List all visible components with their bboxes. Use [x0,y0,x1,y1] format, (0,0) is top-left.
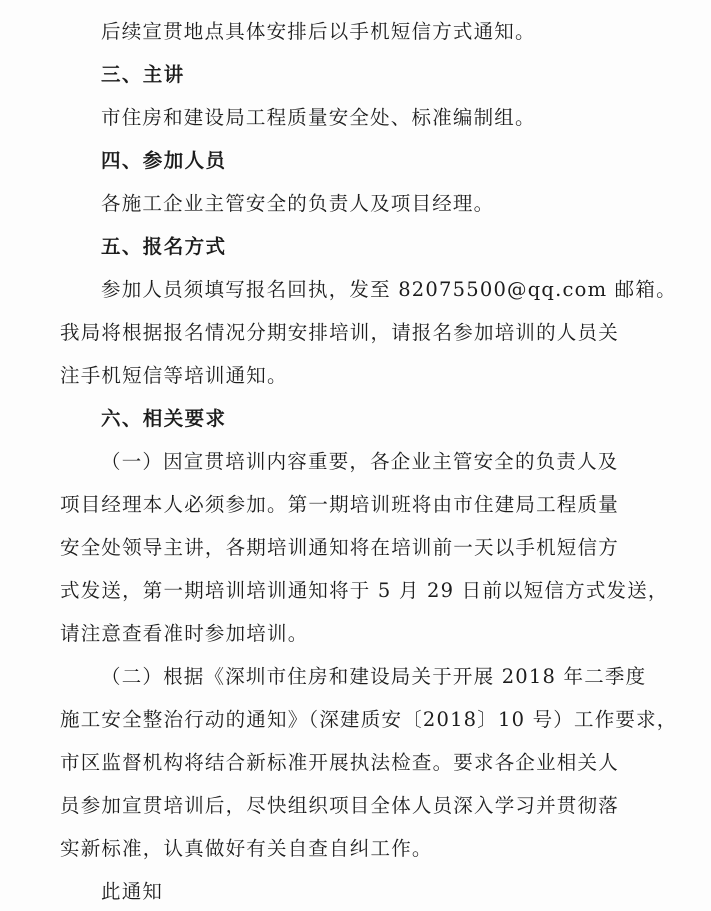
paragraph-line: 施工安全整治行动的通知》（深建质安〔2018〕10 号）工作要求， [60,708,678,731]
paragraph-line: 注手机短信等培训通知。 [60,364,288,387]
paragraph-line: 实新标准，认真做好有关自查自纠工作。 [60,837,433,860]
paragraph-line: 式发送，第一期培训培训通知将于 5 月 29 日前以短信方式发送， [60,579,669,602]
paragraph-line: 员参加宣贯培训后，尽快组织项目全体人员深入学习并贯彻落 [60,794,619,817]
paragraph-line: 后续宣贯地点具体安排后以手机短信方式通知。 [101,20,536,43]
paragraph-line: 市区监督机构将结合新标准开展执法检查。要求各企业相关人 [60,751,619,774]
closing-line: 此通知 [101,880,164,903]
paragraph-line: 参加人员须填写报名回执，发至 82075500@qq.com 邮箱。 [101,278,677,301]
section-heading: 三、主讲 [101,63,185,86]
paragraph-line: 我局将根据报名情况分期安排培训，请报名参加培训的人员关 [60,321,619,344]
section-heading: 五、报名方式 [101,235,227,258]
paragraph-line: （二）根据《深圳市住房和建设局关于开展 2018 年二季度 [101,665,647,688]
paragraph-line: 请注意查看准时参加培训。 [60,622,309,645]
paragraph-line: 安全处领导主讲，各期培训通知将在培训前一天以手机短信方 [60,536,619,559]
section-heading: 四、参加人员 [101,149,227,172]
paragraph-line: （一）因宣贯培训内容重要，各企业主管安全的负责人及 [101,450,619,473]
paragraph-line: 市住房和建设局工程质量安全处、标准编制组。 [101,106,536,129]
section-heading: 六、相关要求 [101,407,227,430]
paragraph-line: 项目经理本人必须参加。第一期培训班将由市住建局工程质量 [60,493,619,516]
paragraph-line: 各施工企业主管安全的负责人及项目经理。 [101,192,495,215]
